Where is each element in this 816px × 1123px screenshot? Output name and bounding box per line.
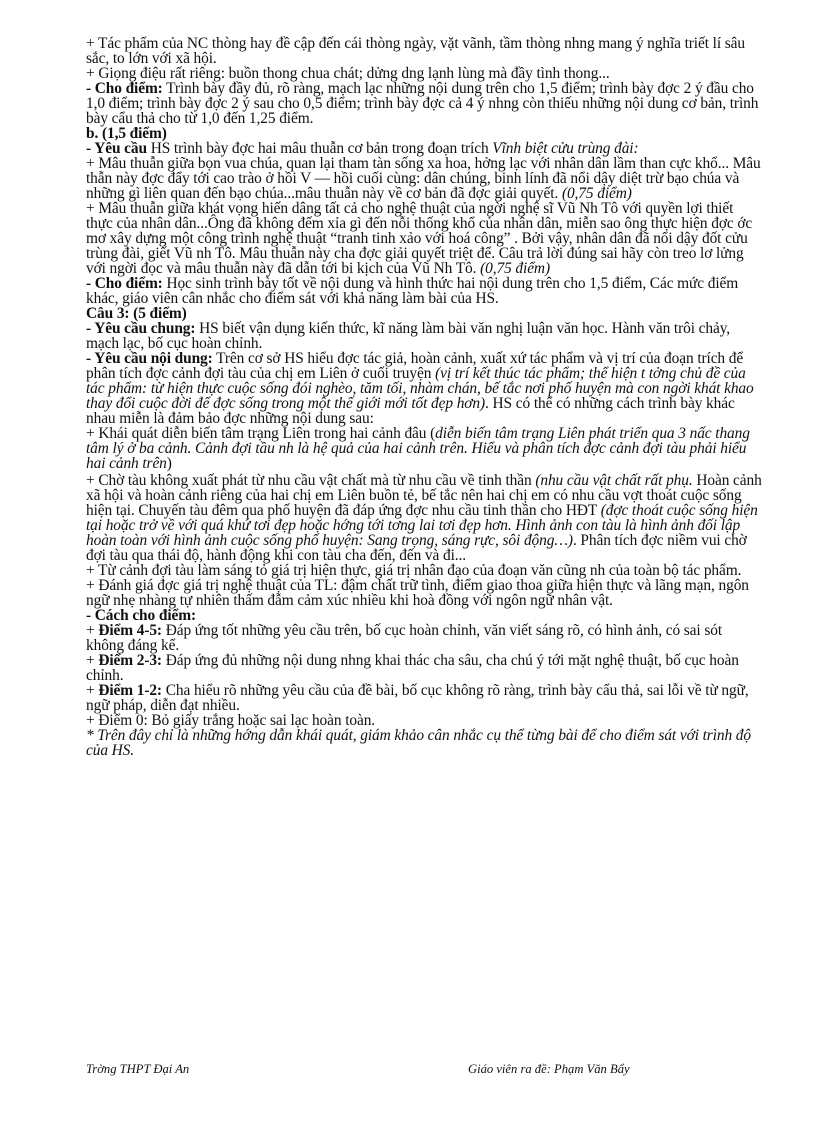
text-run: + Giọng điệu rất riêng: buồn thong chua chát; dửng dng lạnh lùng mà đầy tình thong... xyxy=(86,65,610,82)
italic-text: (0,75 điểm) xyxy=(561,185,632,202)
document-body xyxy=(86,36,762,758)
text-run: + Chờ tàu không xuất phát từ nhu cầu vật chất mà từ nhu cầu về tinh thần xyxy=(86,472,536,489)
note-paragraph xyxy=(86,728,762,758)
paragraph xyxy=(86,426,762,471)
grading-item xyxy=(86,653,762,683)
text-run: + Tác phẩm của NC thòng hay đề cập đến cái thòng ngày, vặt vãnh, tầm thòng nhng mang ý nghĩa triết lí sâu sắc, to lớn với xã hội. xyxy=(86,35,745,67)
text-run: HS trình bày đợc hai mâu thuẫn cơ bản trong đoạn trích xyxy=(146,140,493,157)
bold-text: - Cho điểm: xyxy=(86,275,163,292)
paragraph xyxy=(86,473,762,563)
text-run: + xyxy=(86,622,99,639)
footer-school: Trờng THPT Đại An xyxy=(86,1062,190,1076)
bold-text: b. (1,5 điểm) xyxy=(86,125,167,142)
paragraph xyxy=(86,66,762,81)
text-run: + Điểm 0: Bỏ giấy trắng hoặc sai lạc hoàn toàn. xyxy=(86,712,376,729)
paragraph xyxy=(86,36,762,66)
italic-text: (nhu cầu vật chất rất phụ. xyxy=(535,472,693,489)
text-run: + Từ cảnh đợi tàu làm sáng tỏ giá trị hiện thực, giá trị nhân đạo của đoạn văn cũng nh của toàn bộ tác phẩm. xyxy=(86,562,742,579)
text-run: + xyxy=(86,652,99,669)
text-run: . Phân tích đợc niềm vui chờ đợi tàu qua thái độ, hành động khi con tàu cha đến, đến và đi... xyxy=(86,532,747,564)
bold-text: - Cho điểm: xyxy=(86,80,163,97)
grading-paragraph xyxy=(86,81,762,126)
grading-item xyxy=(86,713,762,728)
requirement-paragraph xyxy=(86,321,762,351)
grading-heading xyxy=(86,608,762,623)
grading-item xyxy=(86,623,762,653)
bold-text: Điểm 4-5: xyxy=(98,622,162,639)
bold-text: Điểm 2-3: xyxy=(98,652,162,669)
text-run: Hoàn cảnh xã hội và hoàn cảnh riêng của hai chị em Liên buồn tẻ, bế tắc nên hai chị em có nhu cầu vợt thoát cuộc sống hiện tại. Chuyến tàu đêm qua phố huyện đã đáp ứng đợc nhu cầu tinh thần cho HĐT xyxy=(86,472,762,519)
bold-text: Câu 3: (5 điểm) xyxy=(86,305,187,322)
section-heading xyxy=(86,126,762,141)
text-run: HS biết vận dụng kiến thức, kĩ năng làm bài văn nghị luận văn học. Hành văn trôi chảy, mạch lạc, bố cục hoàn chỉnh. xyxy=(86,320,731,352)
italic-text: * Trên đây chỉ là những hớng dẫn khái quát, giám khảo cân nhắc cụ thể từng bài để cho điểm sát với trình độ của HS. xyxy=(86,727,751,759)
text-run: + Đánh giá đợc giá trị nghệ thuật của TL: đậm chất trữ tình, điểm giao thoa giữa hiện thực và lãng mạn, ngôn ngữ nhẹ nhàng tự nhiên thấm đẫm cảm xúc nhiều khi hoà đồng với ngôn ngữ nhân vật. xyxy=(86,577,749,609)
text-run: + Khái quát diễn biến tâm trạng Liên trong hai cảnh đâu ( xyxy=(86,425,436,442)
requirement-paragraph xyxy=(86,141,762,156)
text-run: Cha hiểu rõ những yêu cầu của đề bài, bố cục không rõ ràng, trình bày cẩu thả, sai lỗi về từ ngữ, ngữ pháp, diễn đạt nhiều. xyxy=(86,682,749,714)
bold-text: - Yêu cầu nội dung: xyxy=(86,350,213,367)
text-run: Học sinh trình bày tốt về nội dung và hình thức hai nội dung trên cho 1,5 điểm, Các mức điểm khác, giáo viên cân nhắc cho điểm sát với khả năng làm bài của HS. xyxy=(86,275,739,307)
text-run: Trên cơ sở HS hiểu đợc tác giả, hoàn cảnh, xuất xứ tác phẩm và vị trí của đoạn trích để phân tích đợc cảnh đợi tàu của chị em Liên ở cuối truyện xyxy=(86,350,744,382)
text-run: + Mâu thuẫn giữa khát vọng hiến dâng tất cả cho nghệ thuật của ngời nghệ sĩ Vũ Nh Tô với quyền lợi thiết thực của nhân dân...Ông đã không đếm xỉa gì đến nỗi thống khổ của nhân dân, miễn sao ông thực hiện đợc ớc mơ xây dựng một công trình nghệ thuật “tranh tinh xảo với hoá công” . Bởi vậy, nhân dân đã nổi dậy đốt cửu trùng đài, giết Vũ nh Tô. Mâu thuẫn này cha đợc giải quyết triệt để. Câu trả lời đúng sai hãy còn treo lơ lửng với ngời đọc và mâu thuẫn này đã dẫn tới bi kịch của Vũ Nh Tô. xyxy=(86,200,753,277)
text-run: Đáp ứng tốt những yêu cầu trên, bố cục hoàn chỉnh, văn viết sáng rõ, có hình ảnh, có sai sót không đáng kể. xyxy=(86,622,722,654)
question-heading xyxy=(86,306,762,321)
grading-paragraph xyxy=(86,276,762,306)
text-run: Trình bày đầy đủ, rõ ràng, mạch lạc những nội dung trên cho 1,5 điểm; trình bày đợc 2 ý đầu cho 1,0 điểm; trình bày đợc 2 ý sau cho 0,5 điểm; trình bày đợc cả 4 ý nhng còn thiếu những nội dung cơ bản, trình bày cẩu thả cho từ 1,0 đến 1,25 điểm. xyxy=(86,80,759,127)
text-run: + xyxy=(86,682,99,699)
italic-text: Vĩnh biệt cửu trùng đài: xyxy=(492,140,639,157)
bold-text: - Yêu cầu xyxy=(86,140,147,157)
requirement-paragraph xyxy=(86,351,762,426)
grading-item xyxy=(86,683,762,713)
italic-text: (đợc thoát cuộc sống hiện tại hoặc trở về với quá khứ tơi đẹp hoặc hớng tới tơng lai tơi đẹp hơn. Hình ảnh con tàu là hình ảnh đối lập hoàn toàn với hình ảnh cuộc sống phố huyện: Sang trọng, sáng rực, sôi động…) xyxy=(86,502,758,549)
text-run: ) xyxy=(166,455,172,472)
paragraph xyxy=(86,156,762,201)
italic-text: (vị trí kết thúc tác phẩm; thể hiện t tởng chủ đề của tác phẩm: từ hiện thực cuộc sống đói nghèo, tăm tối, nhàm chán, bế tắc nơi phố huyện mà con ngời khát khao thay đổi cuộc đời để đợc sống trong một thế giới mới tốt đẹp hơn) xyxy=(86,365,754,412)
text-run: + Mâu thuẫn giữa bọn vua chúa, quan lại tham tàn sống xa hoa, hởng lạc với nhân dân lầm than cực khổ... Mâu thẫn này đợc đẩy tới cao trào ở hồi V — hồi cuối cùng: dân chúng, binh lính đã nổi dậy diệt trừ bạo chúa và những gì liên quan đến bạo chúa...mâu thuẫn này về cơ bản đã đợc giải quyết. xyxy=(86,155,761,202)
text-run: Đáp ứng đủ những nội dung nhng khai thác cha sâu, cha chú ý tới mặt nghệ thuật, bố cục hoàn chỉnh. xyxy=(86,652,739,684)
footer-teacher: Giáo viên ra đề: Phạm Văn Bẩy xyxy=(468,1062,630,1076)
paragraph xyxy=(86,578,762,608)
italic-text: diễn biến tâm trạng Liên phát triển qua 3 nấc thang tâm lý ở ba cảnh. Cảnh đợi tầu nh là hệ quả của hai cảnh trên. Hiểu và phân tích đợc cảnh đợi tàu phải hiểu hai cảnh trên xyxy=(86,425,750,472)
paragraph xyxy=(86,201,762,276)
bold-text: - Yêu cầu chung: xyxy=(86,320,196,337)
bold-text: - Cách cho điểm: xyxy=(86,607,196,624)
bold-text: Điểm 1-2: xyxy=(98,682,162,699)
text-run: . HS có thể có những cách trình bày khác nhau miễn là đảm bảo đợc những nội dung sau: xyxy=(86,395,735,427)
italic-text: (0,75 điểm) xyxy=(480,260,550,277)
paragraph xyxy=(86,563,762,578)
